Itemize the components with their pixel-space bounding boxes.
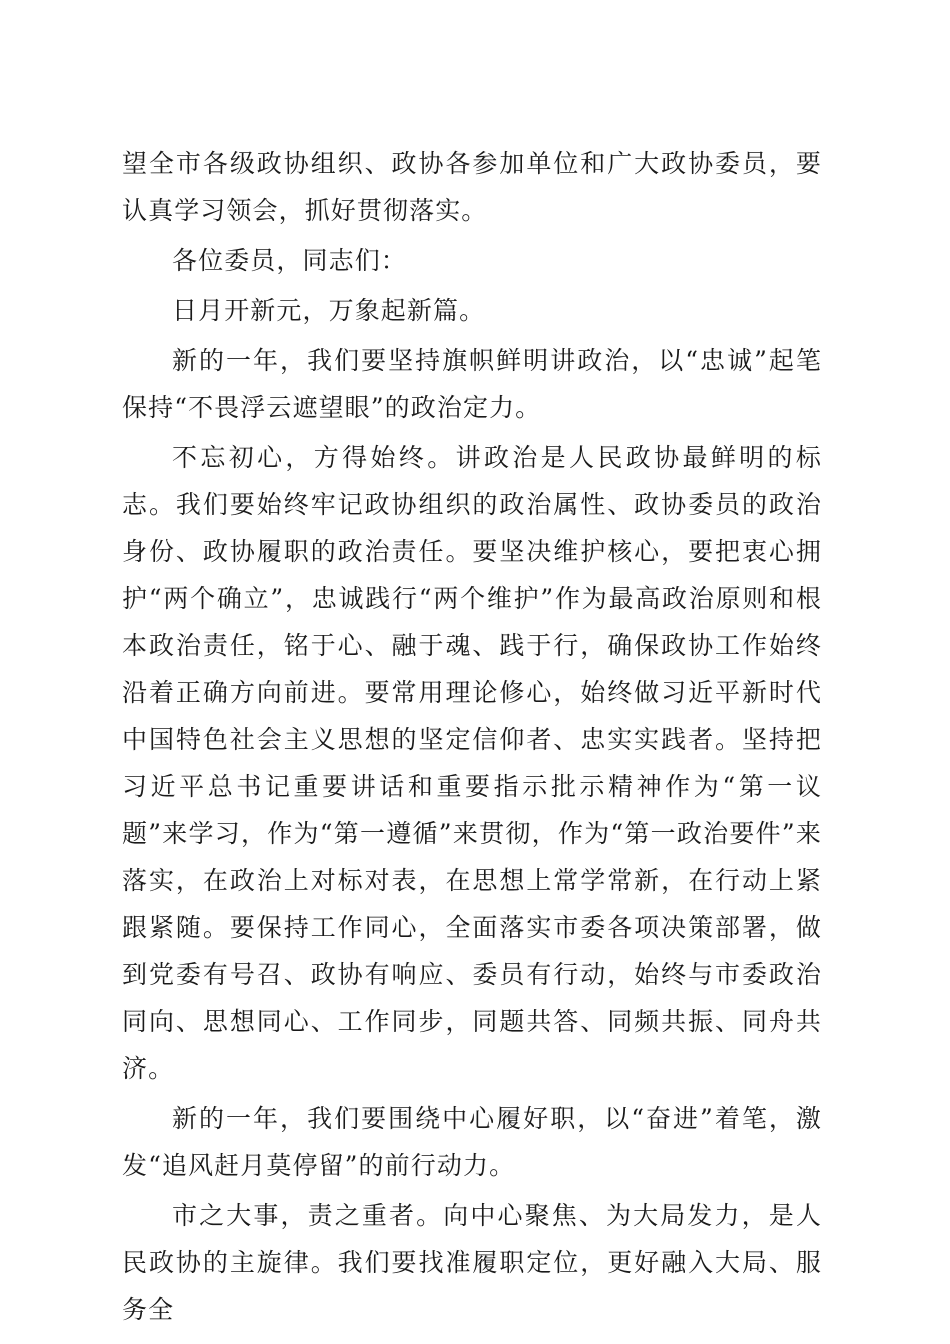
paragraph-4: 新的一年，我们要坚持旗帜鲜明讲政治，以“忠诚”起笔保持“不畏浮云遮望眼”的政治定力。	[122, 346, 822, 422]
paragraph-7: 市之大事，责之重者。向中心聚焦、为大局发力，是人民政协的主旋律。我们要找准履职定位，更好融入大局、服务全	[122, 1201, 822, 1324]
paragraph-6: 新的一年，我们要围绕中心履好职，以“奋进”着笔，激发“追风赶月莫停留”的前行动力。	[122, 1104, 822, 1180]
paragraph-2: 各位委员，同志们：	[172, 246, 407, 275]
document-body	[122, 140, 822, 1336]
paragraph-3: 日月开新元，万象起新篇。	[172, 296, 486, 325]
paragraph-1: 望全市各级政协组织、政协各参加单位和广大政协委员，要认真学习领会，抓好贯彻落实。	[122, 149, 822, 225]
paragraph-5: 不忘初心，方得始终。讲政治是人民政协最鲜明的标志。我们要始终牢记政协组织的政治属性、政协委员的政治身份、政协履职的政治责任。要坚决维护核心，要把衷心拥护“两个确立”，忠诚践行“两个维护”作为最高政治原则和根本政治责任，铭于心、融于魂、践于行，确保政协工作始终沿着正确方向前进。要常用理论修心，始终做习近平新时代中国特色社会主义思想的坚定信仰者、忠实实践者。坚持把习近平总书记重要讲话和重要指示批示精神作为“第一议题”来学习，作为“第一遵循”来贯彻，作为“第一政治要件”来落实，在政治上对标对表，在思想上常学常新，在行动上紧跟紧随。要保持工作同心，全面落实市委各项决策部署，做到党委有号召、政协有响应、委员有行动，始终与市委政治同向、思想同心、工作同步，同题共答、同频共振、同舟共济。	[122, 443, 822, 1083]
